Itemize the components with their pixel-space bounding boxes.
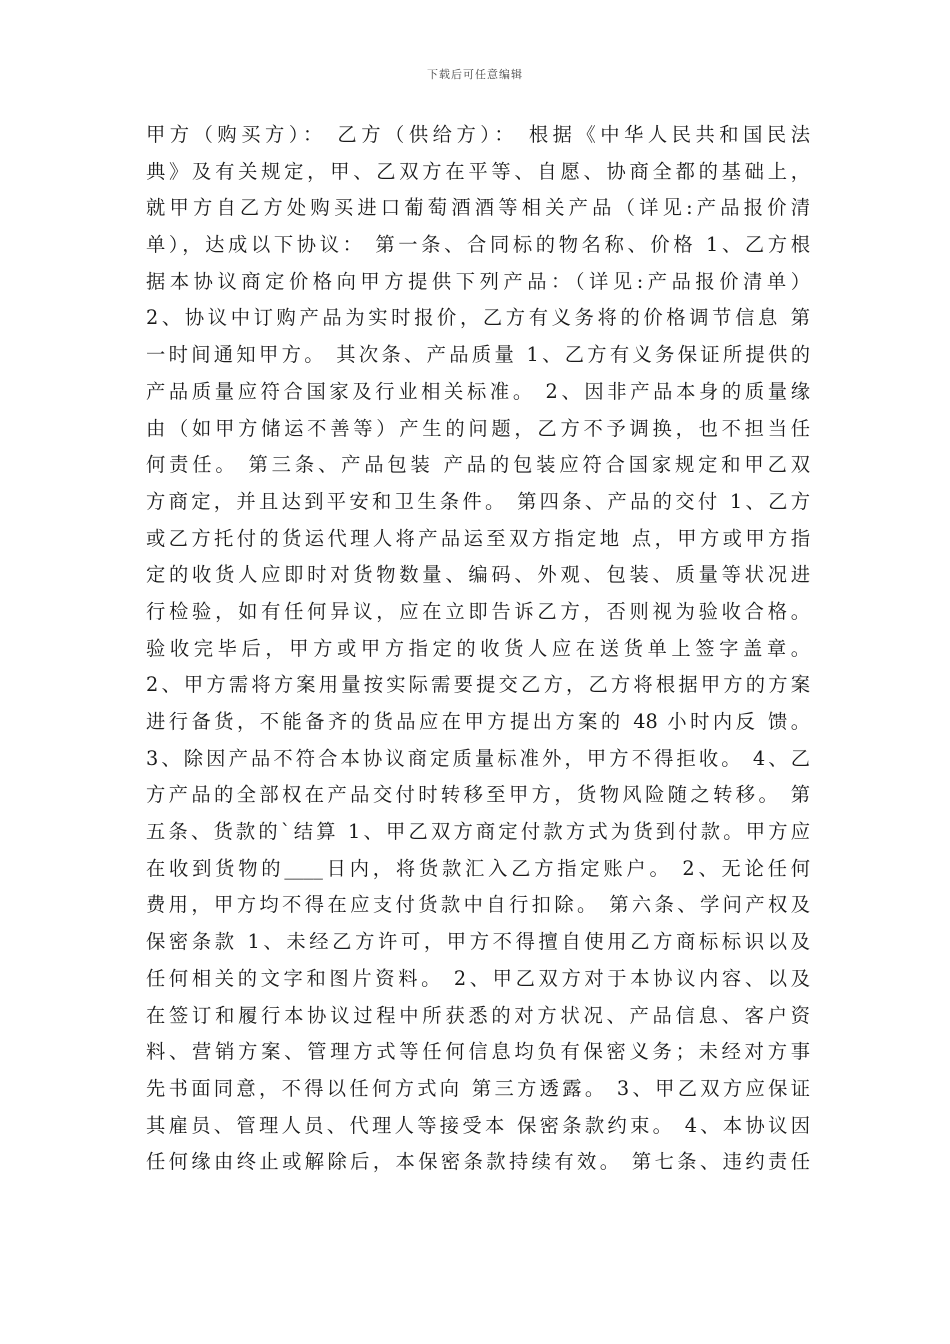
text-line: 2、甲方需将方案用量按实际需要提交乙方，乙方将根据甲方的方案 <box>146 673 810 697</box>
text-line: 3、除因产品不符合本协议商定质量标准外，甲方不得拒收。 4、乙 <box>146 746 810 770</box>
text-line: 方产品的全部权在产品交付时转移至甲方，货物风险随之转移。 第 <box>146 783 810 807</box>
text-line: 就甲方自乙方处购买进口葡萄酒酒等相关产品（详见:产品报价清 <box>146 196 810 220</box>
text-line: 单），达成以下协议： 第一条、合同标的物名称、价格 1、乙方根 <box>146 233 810 257</box>
text-line: 费用，甲方均不得在应支付货款中自行扣除。 第六条、学问产权及 <box>146 893 810 917</box>
text-line: 在签订和履行本协议过程中所获悉的对方状况、产品信息、客户资 <box>146 1003 810 1027</box>
text-line: 2、协议中订购产品为实时报价，乙方有义务将的价格调节信息 第 <box>146 306 810 330</box>
text-line: 一时间通知甲方。 其次条、产品质量 1、乙方有义务保证所提供的 <box>146 343 810 367</box>
text-line: 何责任。 第三条、产品包装 产品的包装应符合国家规定和甲乙双 <box>146 453 810 477</box>
text-line: 由（如甲方储运不善等）产生的问题，乙方不予调换，也不担当任 <box>146 416 810 440</box>
text-line: 典》及有关规定，甲、乙双方在平等、自愿、协商全都的基础上， <box>146 159 810 183</box>
text-line: 方商定，并且达到平安和卫生条件。 第四条、产品的交付 1、乙方 <box>146 489 810 513</box>
text-line: 在收到货物的____日内，将货款汇入乙方指定账户。 2、无论任何 <box>146 856 810 880</box>
text-line: 五条、货款的`结算 1、甲乙双方商定付款方式为货到付款。甲方应 <box>146 820 810 844</box>
text-line: 料、营销方案、管理方式等任何信息均负有保密义务；未经对方事 <box>146 1040 810 1064</box>
text-line: 产品质量应符合国家及行业相关标准。 2、因非产品本身的质量缘 <box>146 379 810 403</box>
text-line: 其雇员、管理人员、代理人等接受本 保密条款约束。 4、本协议因 <box>146 1113 810 1137</box>
text-line: 甲方（购买方）： 乙方（供给方）： 根据《中华人民共和国民法 <box>146 123 810 146</box>
text-line: 或乙方托付的货运代理人将产品运至双方指定地 点，甲方或甲方指 <box>146 526 810 550</box>
page-header-note: 下载后可任意编辑 <box>427 68 523 81</box>
text-line: 行检验，如有任何异议，应在立即告诉乙方，否则视为验收合格。 <box>146 599 810 623</box>
text-line: 进行备货，不能备齐的货品应在甲方提出方案的 48 小时内反 馈。 <box>146 710 810 733</box>
text-line: 任何缘由终止或解除后，本保密条款持续有效。 第七条、违约责任 <box>146 1150 810 1174</box>
text-line: 验收完毕后，甲方或甲方指定的收货人应在送货单上签字盖章。 <box>146 636 810 660</box>
text-line: 任何相关的文字和图片资料。 2、甲乙双方对于本协议内容、以及 <box>146 966 810 990</box>
text-line: 先书面同意，不得以任何方式向 第三方透露。 3、甲乙双方应保证 <box>146 1076 810 1100</box>
contract-body <box>146 117 810 1181</box>
text-line: 保密条款 1、未经乙方许可，甲方不得擅自使用乙方商标标识以及 <box>146 930 810 954</box>
text-line: 定的收货人应即时对货物数量、编码、外观、包装、质量等状况进 <box>146 563 810 587</box>
text-line: 据本协议商定价格向甲方提供下列产品：（详见:产品报价清单） <box>146 269 810 293</box>
